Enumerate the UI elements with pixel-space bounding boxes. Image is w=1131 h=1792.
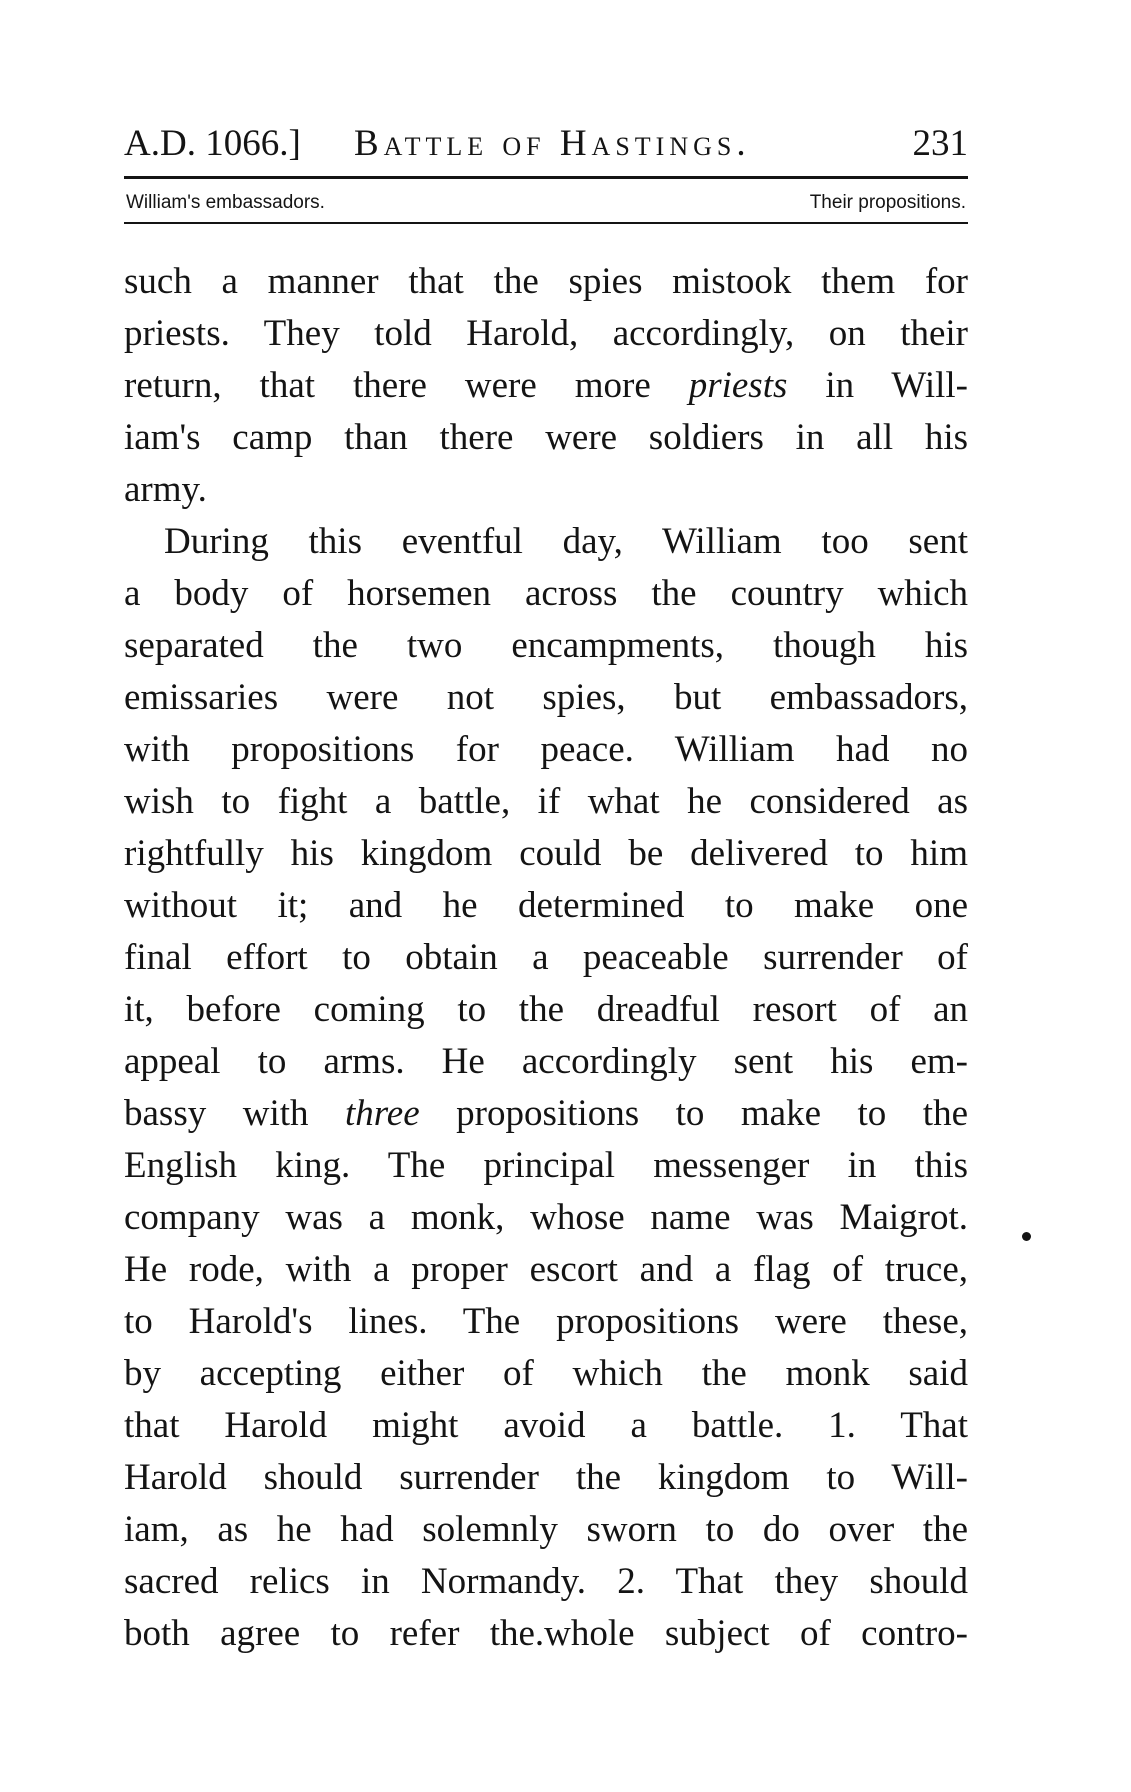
text-line: such a manner that the spies mistook them for bbox=[124, 261, 968, 302]
text-line: Harold should surrender the kingdom to Will- bbox=[124, 1457, 968, 1498]
header-rule-top bbox=[124, 176, 968, 179]
text-line: emissaries were not spies, but embassadors, bbox=[124, 677, 968, 718]
body-text bbox=[124, 256, 968, 1660]
text-line: by accepting either of which the monk said bbox=[124, 1353, 968, 1394]
text-line: bassy with three propositions to make to the bbox=[124, 1093, 968, 1134]
text-line: that Harold might avoid a battle. 1. That bbox=[124, 1405, 968, 1446]
text-line: priests. They told Harold, accordingly, on their bbox=[124, 313, 968, 354]
text-line: without it; and he determined to make one bbox=[124, 885, 968, 926]
text-line: return, that there were more priests in Will- bbox=[124, 365, 968, 406]
text-line: English king. The principal messenger in this bbox=[124, 1145, 968, 1186]
header-rule-bottom bbox=[124, 222, 968, 224]
text-line: wish to fight a battle, if what he considered as bbox=[124, 781, 968, 822]
subheader-right: Their propositions. bbox=[809, 192, 966, 213]
text-line: army. bbox=[124, 469, 207, 510]
text-line: it, before coming to the dreadful resort of an bbox=[124, 989, 968, 1030]
page-number: 231 bbox=[912, 123, 968, 164]
text-line: a body of horsemen across the country which bbox=[124, 573, 968, 614]
margin-dot bbox=[1022, 1232, 1031, 1241]
text-line: appeal to arms. He accordingly sent his em- bbox=[124, 1041, 968, 1082]
text-line: company was a monk, whose name was Maigrot. bbox=[124, 1197, 968, 1238]
text-line: separated the two encampments, though his bbox=[124, 625, 968, 666]
text-line: He rode, with a proper escort and a flag of truce, bbox=[124, 1249, 968, 1290]
text-line: final effort to obtain a peaceable surrender of bbox=[124, 937, 968, 978]
text-line: iam's camp than there were soldiers in all his bbox=[124, 417, 968, 458]
text-line: During this eventful day, William too sent bbox=[164, 521, 968, 562]
book-page bbox=[124, 118, 968, 1654]
text-line: to Harold's lines. The propositions were these, bbox=[124, 1301, 968, 1342]
header-title: Battle of Hastings. bbox=[354, 123, 751, 164]
header-date: A.D. 1066.] bbox=[124, 123, 301, 164]
text-line: both agree to refer the.whole subject of contro- bbox=[124, 1613, 968, 1654]
text-line: sacred relics in Normandy. 2. That they should bbox=[124, 1561, 968, 1602]
running-head bbox=[124, 118, 968, 170]
subheader-left: William's embassadors. bbox=[126, 192, 325, 213]
text-line: iam, as he had solemnly sworn to do over the bbox=[124, 1509, 968, 1550]
text-line: rightfully his kingdom could be delivered to him bbox=[124, 833, 968, 874]
text-line: with propositions for peace. William had no bbox=[124, 729, 968, 770]
